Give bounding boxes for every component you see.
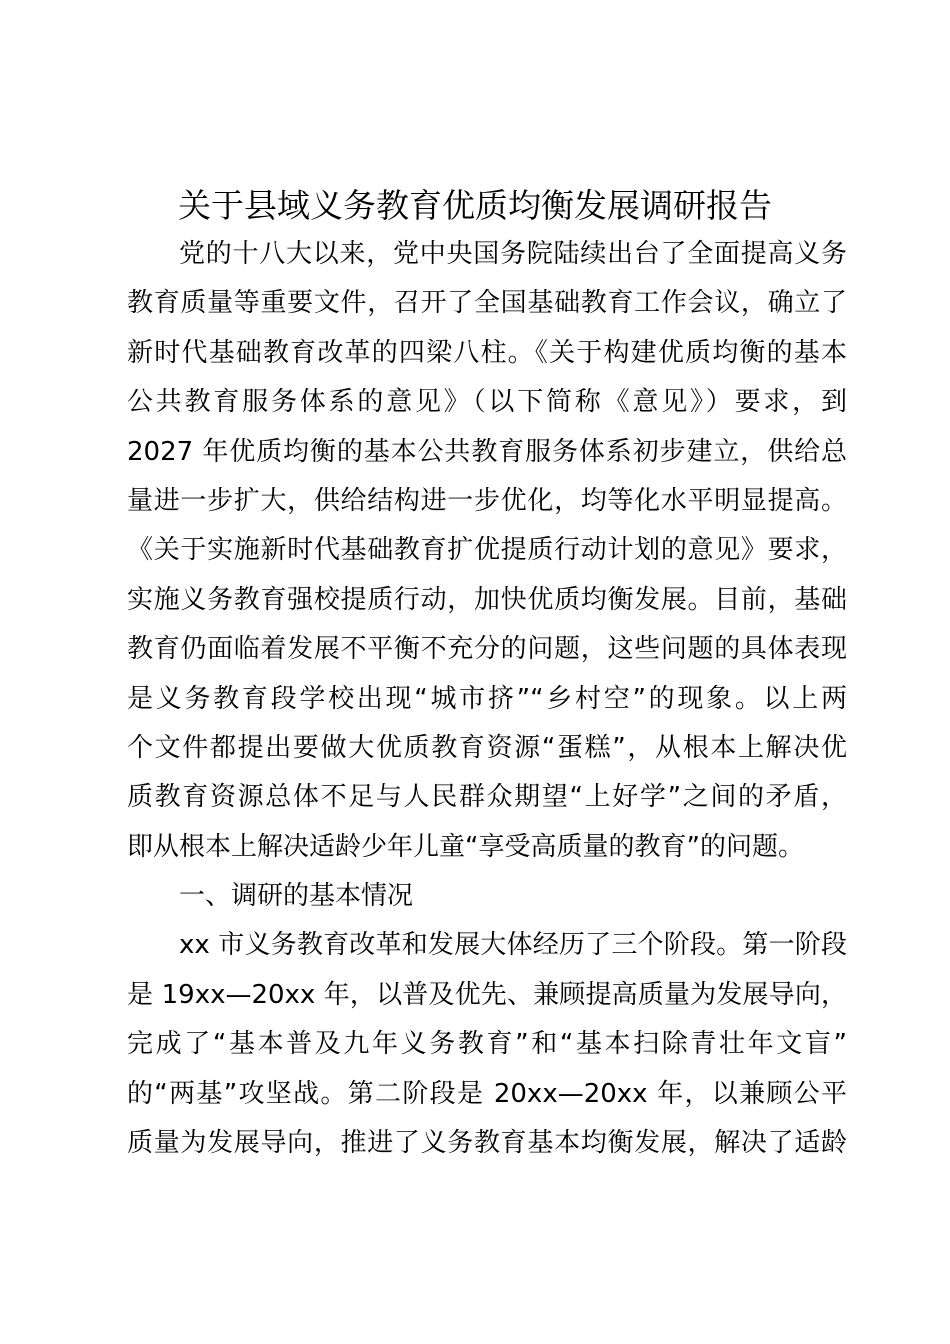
paragraph-line: 是义务教育段学校出现“城市挤”“乡村空”的现象。以上两 bbox=[127, 683, 847, 714]
paragraph-line: 实施义务教育强校提质行动，加快优质均衡发展。目前，基础 bbox=[127, 584, 847, 615]
paragraph-line: 新时代基础教育改革的四梁八柱。《关于构建优质均衡的基本 bbox=[127, 337, 847, 368]
paragraph-line: 《关于实施新时代基础教育扩优提质行动计划的意见》要求， bbox=[127, 535, 847, 566]
paragraph-line: 质量为发展导向，推进了义务教育基本均衡发展，解决了适龄 bbox=[127, 1128, 847, 1159]
paragraph-line: 党的十八大以来，党中央国务院陆续出台了全面提高义务 bbox=[179, 239, 847, 269]
section-heading: 一、调研的基本情况 bbox=[179, 881, 414, 912]
paragraph-line: 教育质量等重要文件，召开了全国基础教育工作会议，确立了 bbox=[127, 288, 847, 319]
paragraph-line: 公共教育服务体系的意见》（以下简称《意见》）要求，到 bbox=[127, 387, 847, 418]
document-body bbox=[127, 230, 847, 1168]
paragraph-line: 是 19xx—20xx 年，以普及优先、兼顾提高质量为发展导向， bbox=[127, 979, 847, 1010]
document-title: 关于县域义务教育优质均衡发展调研报告 bbox=[178, 186, 772, 225]
paragraph-line: xx 市义务教育改革和发展大体经历了三个阶段。第一阶段 bbox=[179, 930, 847, 961]
paragraph-line: 个文件都提出要做大优质教育资源“蛋糕”，从根本上解决优 bbox=[127, 732, 847, 763]
paragraph-line: 教育仍面临着发展不平衡不充分的问题，这些问题的具体表现 bbox=[127, 634, 847, 665]
paragraph-line: 的“两基”攻坚战。第二阶段是 20xx—20xx 年，以兼顾公平 bbox=[127, 1078, 847, 1109]
paragraph-line: 2027 年优质均衡的基本公共教育服务体系初步建立，供给总 bbox=[127, 436, 847, 467]
paragraph-line: 即从根本上解决适龄少年儿童“享受高质量的教育”的问题。 bbox=[127, 831, 804, 862]
paragraph-line: 完成了“基本普及九年义务教育”和“基本扫除青壮年文盲” bbox=[127, 1029, 847, 1060]
paragraph-line: 质教育资源总体不足与人民群众期望“上好学”之间的矛盾， bbox=[127, 782, 847, 813]
paragraph-line: 量进一步扩大，供给结构进一步优化，均等化水平明显提高。 bbox=[127, 485, 847, 516]
